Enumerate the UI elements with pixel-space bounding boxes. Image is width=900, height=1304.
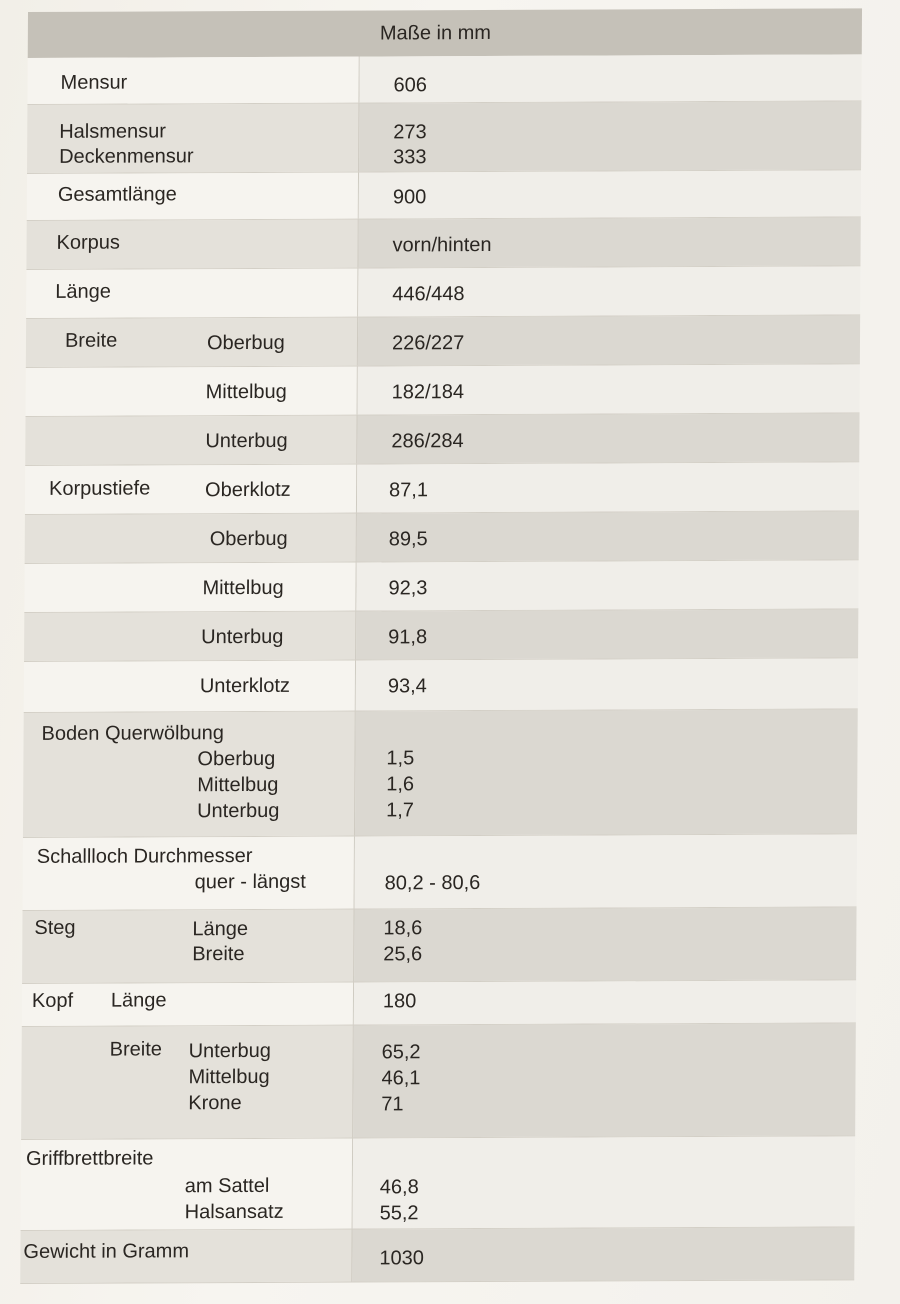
table-row-halsmensur [27, 101, 861, 174]
row-label: Korpus [56, 231, 121, 254]
table-row-breite-mittelbug [26, 364, 860, 417]
row-value: 46,8 [379, 1176, 419, 1199]
row-value: 1030 [379, 1247, 424, 1270]
row-value: 91,8 [388, 626, 428, 649]
row-value: 46,1 [381, 1067, 421, 1090]
row-label: Breite [64, 329, 118, 352]
row-sublabel: Krone [188, 1092, 242, 1115]
row-sublabel: Mittelbug [188, 1065, 270, 1089]
table-row-kopf-breite [21, 1023, 856, 1140]
row-label: Kopf [31, 989, 74, 1012]
row-value: 286/284 [391, 430, 464, 453]
row-value: 446/448 [392, 283, 465, 306]
row-sublabel: Oberbug [209, 527, 288, 551]
table-row-mensur [27, 54, 861, 105]
row-sublabel: Mittelbug [205, 380, 287, 404]
row-value: 71 [381, 1093, 404, 1116]
row-label: Gewicht in Gramm [23, 1240, 190, 1263]
row-sublabel: Oberklotz [205, 478, 291, 502]
row-value-2: 333 [393, 146, 427, 169]
row-value: 606 [393, 74, 427, 97]
row-sublabel: Unterbug [205, 429, 288, 453]
row-sublabel: Oberbug [206, 331, 285, 355]
row-sublabel: Unterbug [188, 1039, 272, 1063]
row-sublabel: Unterbug [197, 799, 280, 823]
row-sublabel: am Sattel [184, 1174, 270, 1198]
table-row-griffbrettbreite [21, 1136, 856, 1231]
row-label: Halsmensur [59, 120, 167, 143]
row-sublabel: Unterbug [201, 625, 284, 649]
row-value: 80,2 - 80,6 [384, 871, 481, 895]
row-value: 87,1 [389, 479, 429, 502]
row-sublabel: Mittelbug [202, 576, 284, 600]
table-row-gewicht [20, 1227, 854, 1284]
table-row-korpustiefe-mittelbug [24, 560, 858, 613]
row-value: 25,6 [383, 943, 423, 966]
row-label: Schallloch Durchmesser [36, 844, 253, 868]
row-value: 93,4 [387, 675, 427, 698]
row-value: 89,5 [388, 528, 428, 551]
table-header [28, 8, 862, 58]
row-label: Breite [109, 1038, 162, 1061]
table-row-breite-oberbug [26, 315, 860, 368]
row-label-b: Länge [110, 989, 167, 1012]
row-label: Gesamtlänge [57, 183, 177, 206]
row-value: 55,2 [379, 1202, 419, 1225]
row-value: 273 [393, 121, 427, 144]
row-value: 1,6 [386, 773, 415, 796]
table-row-korpustiefe-unterbug [24, 609, 858, 662]
row-label: Korpustiefe [49, 477, 151, 500]
row-label-2: Deckenmensur [59, 145, 194, 168]
header-title: Maße in mm [379, 21, 492, 44]
row-value: 182/184 [391, 381, 465, 404]
row-sublabel: Breite [192, 943, 245, 966]
table-row-schallloch [23, 834, 857, 911]
table-row-laenge [26, 266, 860, 319]
row-sublabel: Mittelbug [197, 773, 279, 797]
table-row-boden-querwoelbung [23, 709, 858, 838]
row-value: 65,2 [381, 1041, 421, 1064]
row-value: 226/227 [391, 332, 465, 355]
table-row-gesamtlaenge [27, 170, 861, 221]
row-label: Länge [55, 280, 111, 303]
row-sublabel: Oberbug [197, 747, 276, 771]
row-label: Griffbrettbreite [25, 1147, 154, 1170]
row-sublabel: Unterklotz [199, 674, 290, 698]
table-row-breite-unterbug [25, 413, 859, 466]
table-row-korpustiefe-oberklotz [25, 462, 859, 515]
table-row-korpus [26, 217, 860, 270]
row-value: 92,3 [388, 577, 428, 600]
row-label: Boden Querwölbung [41, 722, 225, 745]
row-value: 180 [382, 990, 417, 1013]
table-row-korpustiefe-unterklotz [24, 658, 858, 713]
table-row-kopf-laenge [22, 980, 856, 1027]
row-sublabel: quer - längst [194, 870, 306, 894]
row-sublabel: Länge [192, 918, 249, 941]
row-value: 1,7 [386, 799, 415, 822]
row-value: 900 [392, 186, 427, 209]
row-label: Steg [34, 916, 76, 939]
row-label: Mensur [60, 71, 128, 94]
row-value: 1,5 [386, 747, 415, 770]
row-sublabel: Halsansatz [184, 1200, 284, 1224]
table-row-korpustiefe-oberbug [25, 511, 859, 564]
row-value: vorn/hinten [392, 233, 492, 257]
row-value: 18,6 [383, 917, 423, 940]
table-row-steg [22, 907, 856, 984]
measurements-table [20, 8, 862, 1284]
